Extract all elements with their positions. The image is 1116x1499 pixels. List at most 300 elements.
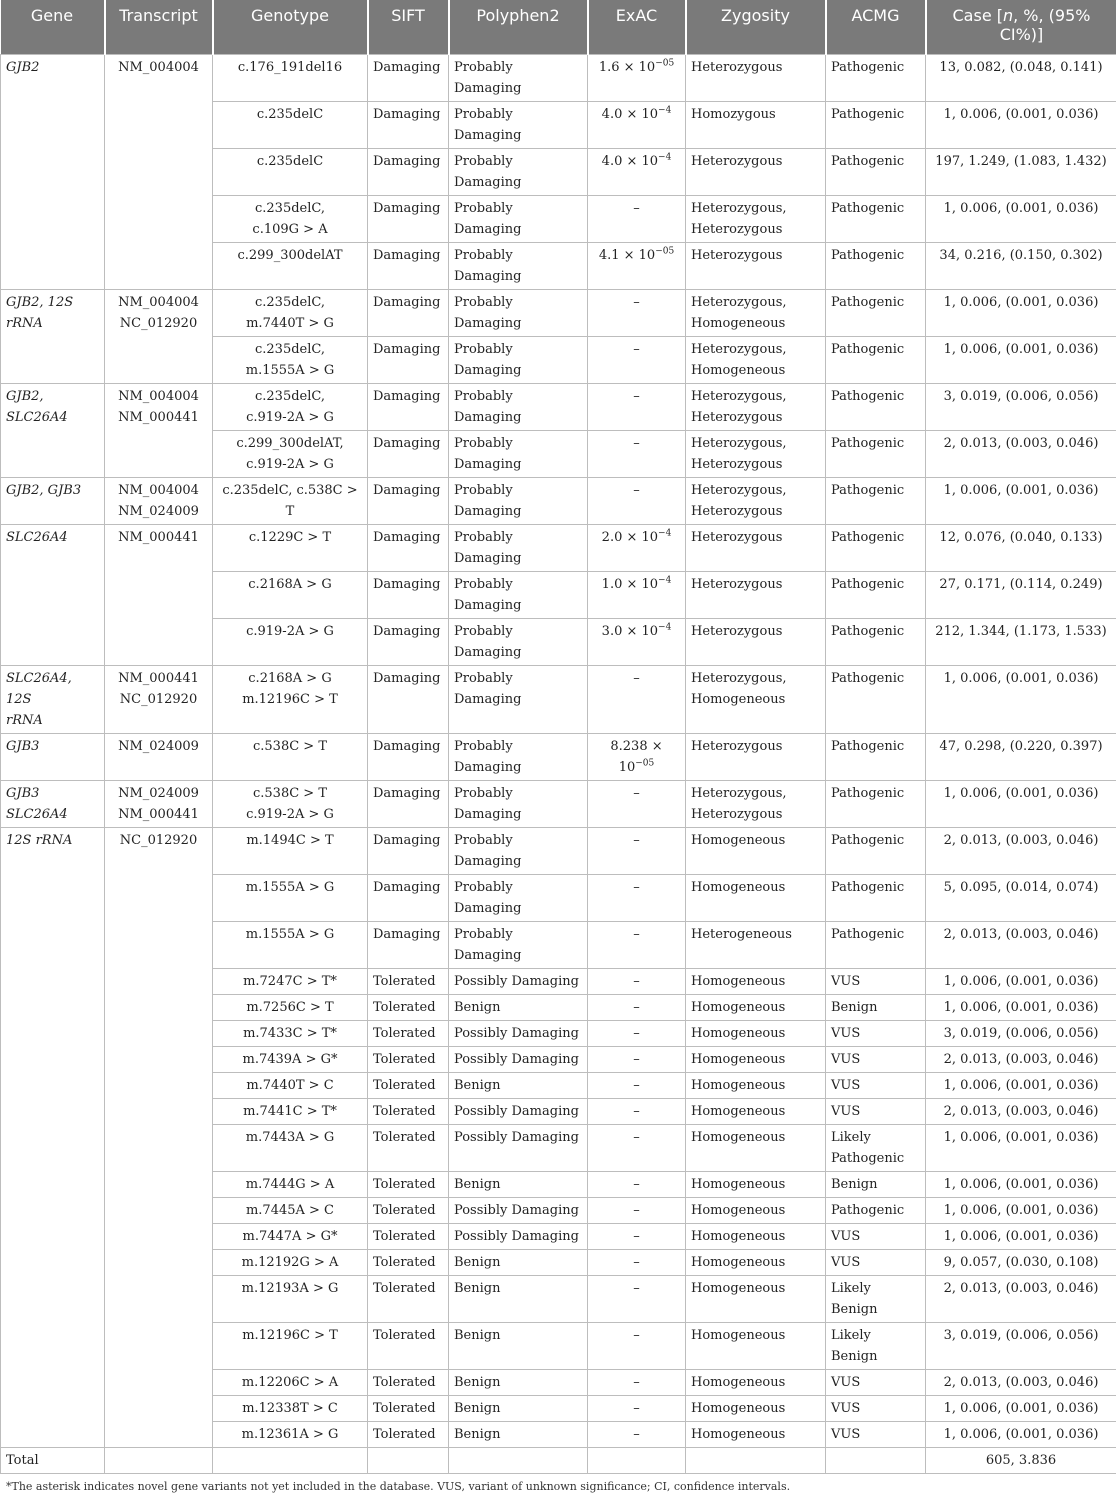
case-cell: 1, 0.006, (0.001, 0.036) [926,781,1116,828]
exac-cell [588,337,686,384]
exac-cell [588,149,686,196]
acmg-cell: Pathogenic [826,290,926,337]
exac-cell [588,969,686,995]
transcript-cell: NM_000441 [105,525,213,572]
gene-cell: GJB2 [1,55,105,102]
gene-cell: GJB2, SLC26A4 [1,384,105,431]
case-cell: 47, 0.298, (0.220, 0.397) [926,734,1116,781]
genotype-cell: m.12192G > A [213,1250,368,1276]
case-cell: 1, 0.006, (0.001, 0.036) [926,969,1116,995]
gene-cell [1,1323,105,1370]
gene-cell [1,1198,105,1224]
exac-cell [588,243,686,290]
transcript-cell [105,1224,213,1250]
table-row [1,243,1116,290]
transcript-cell [105,431,213,478]
transcript-cell [105,995,213,1021]
exac-value: – [633,1026,640,1041]
case-cell: 34, 0.216, (0.150, 0.302) [926,243,1116,290]
exac-cell [588,290,686,337]
table-row [1,781,1116,828]
exac-value: – [633,880,640,895]
polyphen2-cell: Benign [449,1172,588,1198]
gene-cell [1,1125,105,1172]
table-row [1,1370,1116,1396]
gene-cell [1,1276,105,1323]
zygosity-cell: Heterozygous [686,734,826,781]
gene-cell: GJB2, GJB3 [1,478,105,525]
zygosity-cell: Homogeneous [686,1198,826,1224]
zygosity-cell: Homogeneous [686,1099,826,1125]
transcript-cell [105,1250,213,1276]
exac-cell [588,431,686,478]
exac-value: – [633,927,640,942]
exac-exponent: −05 [655,59,674,69]
table-row [1,619,1116,666]
sift-cell: Tolerated [368,1073,449,1099]
zygosity-cell: Heterogeneous [686,922,826,969]
transcript-cell: NC_012920 [105,828,213,875]
polyphen2-cell: Possibly Damaging [449,969,588,995]
header-zygosity: Zygosity [686,0,826,55]
zygosity-cell: Homogeneous [686,875,826,922]
total-row [1,1448,1116,1474]
transcript-cell: NM_004004 NM_000441 [105,384,213,431]
exac-value: – [633,1281,640,1296]
acmg-cell: Likely Benign [826,1323,926,1370]
genotype-cell: c.538C > T c.919-2A > G [213,781,368,828]
sift-cell: Damaging [368,243,449,290]
case-cell: 1, 0.006, (0.001, 0.036) [926,337,1116,384]
case-cell: 1, 0.006, (0.001, 0.036) [926,290,1116,337]
zygosity-cell: Heterozygous, Heterozygous [686,478,826,525]
table-row [1,290,1116,337]
sift-cell: Tolerated [368,1099,449,1125]
polyphen2-cell: Probably Damaging [449,243,588,290]
zygosity-cell: Homogeneous [686,1172,826,1198]
exac-exponent: −4 [658,106,671,116]
genotype-cell: c.299_300delAT [213,243,368,290]
genotype-cell: c.2168A > G [213,572,368,619]
gene-cell [1,102,105,149]
exac-cell [588,828,686,875]
table-row [1,525,1116,572]
exac-cell [588,525,686,572]
transcript-cell [105,1370,213,1396]
transcript-cell [105,1396,213,1422]
polyphen2-cell: Benign [449,1250,588,1276]
sift-cell: Tolerated [368,1370,449,1396]
sift-cell: Damaging [368,828,449,875]
header-polyphen2: Polyphen2 [449,0,588,55]
genotype-cell: m.1555A > G [213,875,368,922]
gene-cell: 12S rRNA [1,828,105,875]
exac-cell [588,478,686,525]
transcript-cell [105,1172,213,1198]
case-cell: 2, 0.013, (0.003, 0.046) [926,1099,1116,1125]
gene-cell [1,1021,105,1047]
transcript-cell [105,1099,213,1125]
sift-cell: Damaging [368,478,449,525]
zygosity-cell: Homozygous [686,102,826,149]
exac-cell [588,196,686,243]
zygosity-cell: Homogeneous [686,1250,826,1276]
sift-cell: Tolerated [368,1422,449,1448]
case-cell: 5, 0.095, (0.014, 0.074) [926,875,1116,922]
polyphen2-cell: Probably Damaging [449,431,588,478]
acmg-cell: Pathogenic [826,431,926,478]
exac-value: – [633,1177,640,1192]
exac-cell [588,1250,686,1276]
genotype-cell: m.12193A > G [213,1276,368,1323]
polyphen2-cell: Benign [449,1370,588,1396]
polyphen2-cell: Possibly Damaging [449,1224,588,1250]
transcript-cell [105,922,213,969]
genotype-cell: m.1494C > T [213,828,368,875]
gene-cell [1,1224,105,1250]
exac-value: – [633,1052,640,1067]
polyphen2-cell: Probably Damaging [449,666,588,734]
acmg-cell: VUS [826,1021,926,1047]
polyphen2-cell: Benign [449,1422,588,1448]
table-footnote: *The asterisk indicates novel gene variants not yet included in the database. VUS, variant of unknown significance; CI, confidence intervals. [0,1474,1116,1499]
acmg-cell: VUS [826,1099,926,1125]
exac-value: 1.6 × 10 [599,60,655,75]
transcript-cell [105,243,213,290]
gene-cell [1,619,105,666]
acmg-cell: Pathogenic [826,243,926,290]
sift-cell: Damaging [368,875,449,922]
genotype-cell: m.12206C > A [213,1370,368,1396]
exac-value: 4.1 × 10 [599,248,655,263]
gene-cell [1,995,105,1021]
table-row [1,1396,1116,1422]
gene-cell [1,1250,105,1276]
case-cell: 9, 0.057, (0.030, 0.108) [926,1250,1116,1276]
genotype-cell: m.7443A > G [213,1125,368,1172]
total-label: Total [1,1448,105,1474]
zygosity-cell: Heterozygous, Homogeneous [686,337,826,384]
acmg-cell: Pathogenic [826,55,926,102]
genotype-cell: m.12196C > T [213,1323,368,1370]
transcript-cell: NM_024009 NM_000441 [105,781,213,828]
transcript-cell [105,1047,213,1073]
polyphen2-cell: Probably Damaging [449,337,588,384]
polyphen2-cell: Possibly Damaging [449,1198,588,1224]
exac-value: – [633,671,640,686]
header-genotype: Genotype [213,0,368,55]
total-case: 605, 3.836 [926,1448,1116,1474]
exac-value: – [633,1130,640,1145]
sift-cell: Damaging [368,102,449,149]
case-cell: 1, 0.006, (0.001, 0.036) [926,102,1116,149]
sift-cell: Damaging [368,781,449,828]
polyphen2-cell: Benign [449,1073,588,1099]
gene-cell [1,243,105,290]
exac-value: – [633,1328,640,1343]
header-sift: SIFT [368,0,449,55]
exac-value: – [633,1375,640,1390]
polyphen2-cell: Benign [449,1396,588,1422]
genotype-cell: c.235delC, m.1555A > G [213,337,368,384]
exac-value: – [633,786,640,801]
acmg-cell: Pathogenic [826,828,926,875]
sift-cell: Tolerated [368,1323,449,1370]
exac-cell [588,1021,686,1047]
exac-value: – [633,201,640,216]
case-cell: 2, 0.013, (0.003, 0.046) [926,1370,1116,1396]
zygosity-cell: Homogeneous [686,995,826,1021]
genotype-cell: m.1555A > G [213,922,368,969]
acmg-cell: VUS [826,1422,926,1448]
sift-cell: Tolerated [368,1172,449,1198]
exac-value: 4.0 × 10 [602,154,658,169]
gene-cell [1,1099,105,1125]
exac-value: – [633,833,640,848]
zygosity-cell: Homogeneous [686,828,826,875]
sift-cell: Damaging [368,337,449,384]
exac-value: – [633,1104,640,1119]
exac-value: – [633,342,640,357]
transcript-cell: NM_000441 NC_012920 [105,666,213,734]
table-row [1,478,1116,525]
table-row [1,1250,1116,1276]
polyphen2-cell: Possibly Damaging [449,1099,588,1125]
exac-exponent: −05 [635,759,654,769]
sift-cell: Tolerated [368,1276,449,1323]
sift-cell: Damaging [368,572,449,619]
zygosity-cell: Homogeneous [686,1323,826,1370]
zygosity-cell: Heterozygous [686,55,826,102]
sift-cell: Damaging [368,734,449,781]
gene-cell [1,1422,105,1448]
transcript-cell [105,572,213,619]
case-cell: 1, 0.006, (0.001, 0.036) [926,1422,1116,1448]
exac-value: 2.0 × 10 [602,530,658,545]
zygosity-cell: Heterozygous [686,525,826,572]
case-cell: 3, 0.019, (0.006, 0.056) [926,384,1116,431]
polyphen2-cell: Probably Damaging [449,478,588,525]
gene-cell [1,969,105,995]
table-row [1,55,1116,102]
genotype-cell: m.7439A > G* [213,1047,368,1073]
genotype-cell: c.176_191del16 [213,55,368,102]
header-transcript: Transcript [105,0,213,55]
gene-cell: SLC26A4 [1,525,105,572]
polyphen2-cell: Probably Damaging [449,102,588,149]
acmg-cell: Pathogenic [826,196,926,243]
transcript-cell [105,337,213,384]
acmg-cell: VUS [826,1396,926,1422]
zygosity-cell: Heterozygous, Homogeneous [686,666,826,734]
genotype-cell: m.12338T > C [213,1396,368,1422]
genotype-cell: c.299_300delAT, c.919-2A > G [213,431,368,478]
transcript-cell [105,1073,213,1099]
polyphen2-cell: Possibly Damaging [449,1047,588,1073]
zygosity-cell: Homogeneous [686,1370,826,1396]
header-acmg: ACMG [826,0,926,55]
exac-value: 1.0 × 10 [602,577,658,592]
gene-cell [1,337,105,384]
exac-value: 8.238 × 10 [610,739,662,775]
exac-cell [588,922,686,969]
genotype-cell: m.7441C > T* [213,1099,368,1125]
transcript-cell [105,969,213,995]
acmg-cell: VUS [826,1047,926,1073]
sift-cell: Tolerated [368,1021,449,1047]
acmg-cell: VUS [826,969,926,995]
polyphen2-cell: Probably Damaging [449,55,588,102]
case-cell: 1, 0.006, (0.001, 0.036) [926,478,1116,525]
transcript-cell [105,102,213,149]
case-cell: 13, 0.082, (0.048, 0.141) [926,55,1116,102]
genotype-cell: c.235delC, c.919-2A > G [213,384,368,431]
case-cell: 2, 0.013, (0.003, 0.046) [926,922,1116,969]
exac-exponent: −4 [658,576,671,586]
exac-exponent: −4 [658,623,671,633]
gene-cell [1,922,105,969]
exac-cell [588,1276,686,1323]
zygosity-cell: Homogeneous [686,1224,826,1250]
genotype-cell: m.7247C > T* [213,969,368,995]
exac-cell [588,102,686,149]
polyphen2-cell: Probably Damaging [449,734,588,781]
case-cell: 1, 0.006, (0.001, 0.036) [926,1073,1116,1099]
polyphen2-cell: Probably Damaging [449,384,588,431]
case-cell: 3, 0.019, (0.006, 0.056) [926,1021,1116,1047]
polyphen2-cell: Probably Damaging [449,290,588,337]
table-row [1,969,1116,995]
genotype-cell: m.7433C > T* [213,1021,368,1047]
sift-cell: Damaging [368,619,449,666]
genotype-cell: m.7445A > C [213,1198,368,1224]
exac-cell [588,781,686,828]
table-row [1,1422,1116,1448]
acmg-cell: Likely Pathogenic [826,1125,926,1172]
transcript-cell [105,1276,213,1323]
zygosity-cell: Homogeneous [686,1021,826,1047]
case-cell: 1, 0.006, (0.001, 0.036) [926,1396,1116,1422]
table-row [1,1073,1116,1099]
transcript-cell [105,149,213,196]
exac-cell [588,384,686,431]
gene-cell [1,1073,105,1099]
transcript-cell [105,1125,213,1172]
table-row [1,1021,1116,1047]
gene-cell [1,1396,105,1422]
acmg-cell: VUS [826,1250,926,1276]
zygosity-cell: Heterozygous [686,149,826,196]
sift-cell: Tolerated [368,1125,449,1172]
table-body [1,55,1116,1448]
sift-cell: Tolerated [368,1396,449,1422]
table-row [1,572,1116,619]
zygosity-cell: Heterozygous [686,619,826,666]
acmg-cell: Pathogenic [826,478,926,525]
polyphen2-cell: Benign [449,995,588,1021]
exac-value: – [633,1401,640,1416]
sift-cell: Damaging [368,290,449,337]
table-row [1,102,1116,149]
genotype-cell: c.235delC, c.538C > T [213,478,368,525]
zygosity-cell: Homogeneous [686,1047,826,1073]
zygosity-cell: Homogeneous [686,1073,826,1099]
exac-value: – [633,974,640,989]
exac-exponent: −4 [658,153,671,163]
transcript-cell: NM_004004 NC_012920 [105,290,213,337]
exac-cell [588,55,686,102]
exac-cell [588,1323,686,1370]
sift-cell: Tolerated [368,969,449,995]
exac-exponent: −05 [655,247,674,257]
exac-cell [588,1099,686,1125]
genotype-cell: c.2168A > G m.12196C > T [213,666,368,734]
case-cell: 2, 0.013, (0.003, 0.046) [926,1047,1116,1073]
polyphen2-cell: Probably Damaging [449,922,588,969]
polyphen2-cell: Probably Damaging [449,781,588,828]
genotype-cell: m.7256C > T [213,995,368,1021]
sift-cell: Tolerated [368,1224,449,1250]
polyphen2-cell: Probably Damaging [449,619,588,666]
gene-cell [1,875,105,922]
exac-value: – [633,389,640,404]
case-cell: 1, 0.006, (0.001, 0.036) [926,196,1116,243]
case-cell: 1, 0.006, (0.001, 0.036) [926,1172,1116,1198]
gene-cell: GJB3 SLC26A4 [1,781,105,828]
acmg-cell: Benign [826,1172,926,1198]
table-row [1,384,1116,431]
gene-cell [1,196,105,243]
transcript-cell: NM_004004 NM_024009 [105,478,213,525]
sift-cell: Damaging [368,922,449,969]
header-exac: ExAC [588,0,686,55]
case-cell: 12, 0.076, (0.040, 0.133) [926,525,1116,572]
transcript-cell: NM_024009 [105,734,213,781]
acmg-cell: VUS [826,1224,926,1250]
table-row [1,828,1116,875]
exac-cell [588,572,686,619]
transcript-cell [105,1323,213,1370]
table-header-row [1,0,1116,55]
zygosity-cell: Heterozygous, Heterozygous [686,431,826,478]
table-row [1,1224,1116,1250]
acmg-cell: VUS [826,1073,926,1099]
acmg-cell: Likely Benign [826,1276,926,1323]
exac-cell [588,1172,686,1198]
table-row [1,1172,1116,1198]
exac-value: – [633,436,640,451]
exac-cell [588,1073,686,1099]
case-cell: 3, 0.019, (0.006, 0.056) [926,1323,1116,1370]
zygosity-cell: Homogeneous [686,1276,826,1323]
transcript-cell [105,875,213,922]
genotype-cell: c.235delC, m.7440T > G [213,290,368,337]
polyphen2-cell: Probably Damaging [449,875,588,922]
exac-cell [588,995,686,1021]
genotype-cell: c.235delC, c.109G > A [213,196,368,243]
genotype-cell: c.919-2A > G [213,619,368,666]
genotype-cell: c.1229C > T [213,525,368,572]
case-cell: 1, 0.006, (0.001, 0.036) [926,1125,1116,1172]
case-cell: 212, 1.344, (1.173, 1.533) [926,619,1116,666]
gene-cell [1,572,105,619]
acmg-cell: Pathogenic [826,666,926,734]
exac-cell [588,875,686,922]
polyphen2-cell: Probably Damaging [449,525,588,572]
table-row [1,1198,1116,1224]
exac-cell [588,1396,686,1422]
transcript-cell [105,196,213,243]
